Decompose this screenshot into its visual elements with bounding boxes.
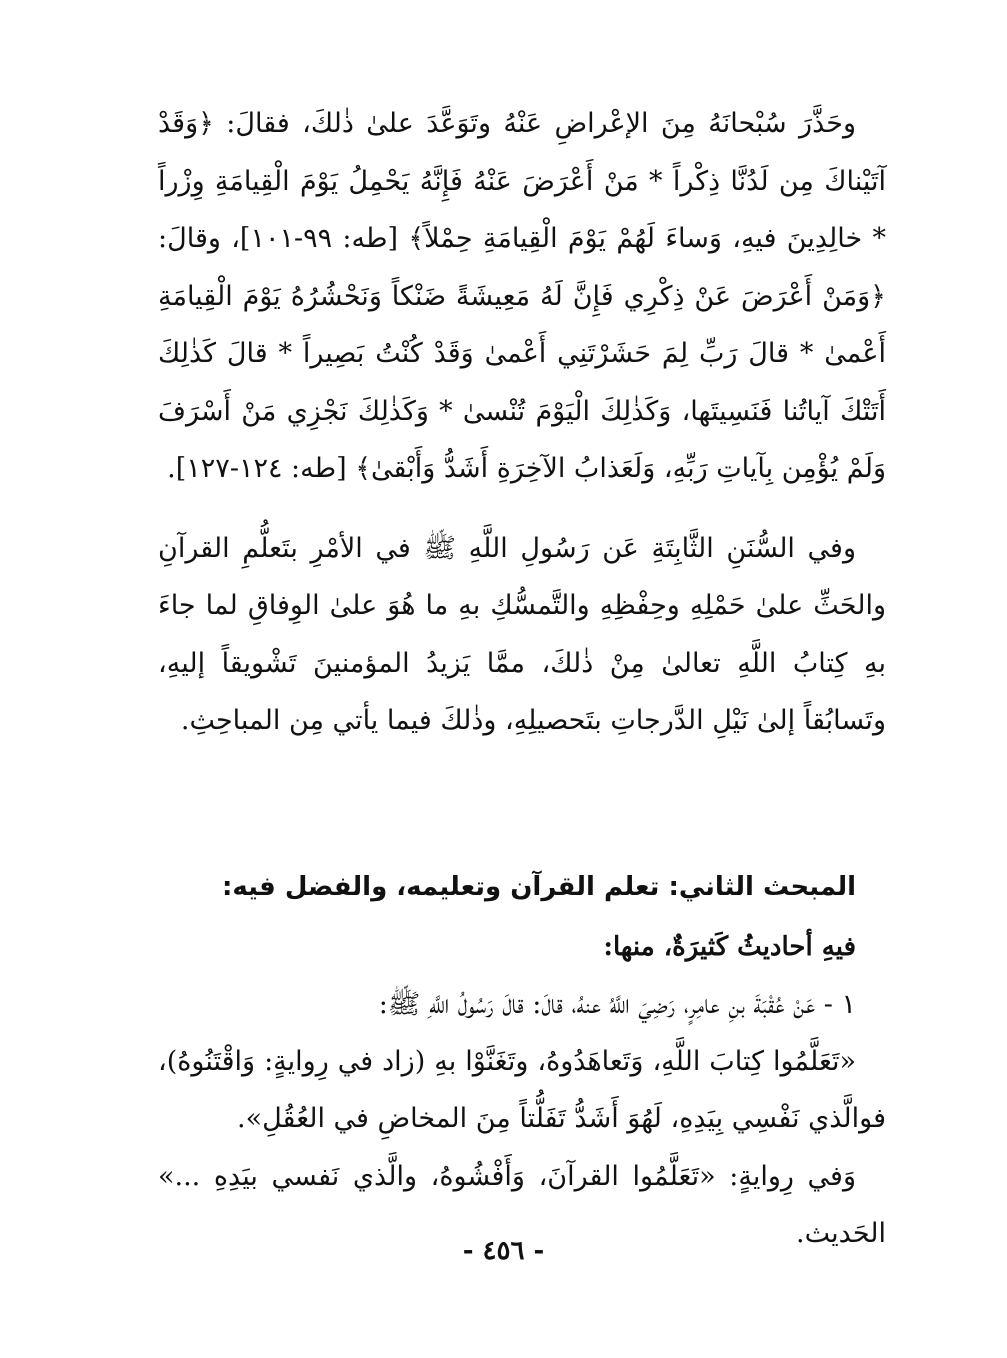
sunnah-paragraph: وفي السُّنَنِ الثَّابِتَةِ عَن رَسُولِ اللَّهِ ﷺ في الأمْرِ بتَعلُّمِ القرآنِ والحَثِّ علىٰ حَمْلِهِ وحِفْظِهِ والتَّمسُّكِ بهِ ما هُوَ علىٰ الوِفاقِ لما جاءَ بهِ كِتابُ اللَّهِ تعالىٰ مِنْ ذٰلكَ، ممَّا يَزيدُ المؤمنينَ تَشْويقاً إليهِ، وتَسابُقاً إلىٰ نَيْلِ الدَّرجاتِ بتَحصيلِهِ، وذٰلكَ فيما يأتي مِن المباحِثِ. [158,532,886,736]
paragraph-spacer [158,498,886,520]
hadith-text: «تَعَلَّمُوا كِتابَ اللَّهِ، وَتَعاهَدُوهُ، وتَغَنَّوْا بهِ (زاد في رِوايةٍ: وَاقْتَنُوهُ)، فوالَّذي نَفْسِي بِيَدِهِ، لَهُوَ أَشَدُّ تَفَلُّتاً مِنَ المخاضِ في العُقُلِ». [158,1045,886,1134]
section-heading: المبحث الثاني: تعلم القرآن وتعليمه، والفضل فيه: [222,871,856,902]
intro-paragraph: وحَذَّرَ سُبْحانَهُ مِنَ الإعْراضِ عَنْهُ وتَوَعَّدَ علىٰ ذٰلكَ، فقالَ: ﴿وَقَدْ آتَيْناكَ مِن لَدُنَّا ذِكْراً * مَنْ أَعْرَضَ عَنْهُ فَإِنَّهُ يَحْمِلُ يَوْمَ الْقِيامَةِ وِزْراً * خالِدِينَ فيهِ، وَساءَ لَهُمْ يَوْمَ الْقِيامَةِ حِمْلاً﴾ [طه: ٩٩-١٠١]، وقالَ: ﴿وَمَنْ أَعْرَضَ عَنْ ذِكْرِي فَإِنَّ لَهُ مَعِيشَةً ضَنْكاً وَنَحْشُرُهُ يَوْمَ الْقِيامَةِ أَعْمىٰ * قالَ رَبِّ لِمَ حَشَرْتَنِي أَعْمىٰ وَقَدْ كُنْتُ بَصِيراً * قالَ كَذٰلِكَ أَتَتْكَ آياتُنا فَنَسِيتَها، وَكَذٰلِكَ الْيَوْمَ تُنْسىٰ * وَكَذٰلِكَ نَجْزِي مَنْ أَسْرَفَ وَلَمْ يُؤْمِن بِآياتِ رَبِّهِ، وَلَعَذابُ الآخِرَةِ أَشَدُّ وَأَبْقىٰ﴾ [طه: ١٢٤-١٢٧]. [158,108,886,484]
page-number: - ٤٥٦ - [462,1236,545,1266]
page-body [158,95,886,1262]
riwaya-line: وَفي رِوايةٍ: «تَعَلَّمُوا القرآنَ، وَأَفْشُوهُ، والَّذي نَفسي بيَدِهِ ...» الحَديث. [158,1160,886,1249]
section-spacer [158,750,886,856]
section-subheading: فيهِ أحاديثُ كَثيرَةٌ، منها: [603,931,856,962]
hadith-intro: ١ - عَنْ عُقْبَةَ بنِ عامِرٍ، رَضِيَ اللَّهُ عنهُ، قالَ: قالَ رَسُولُ اللَّهِ ﷺ: [378,988,856,1020]
